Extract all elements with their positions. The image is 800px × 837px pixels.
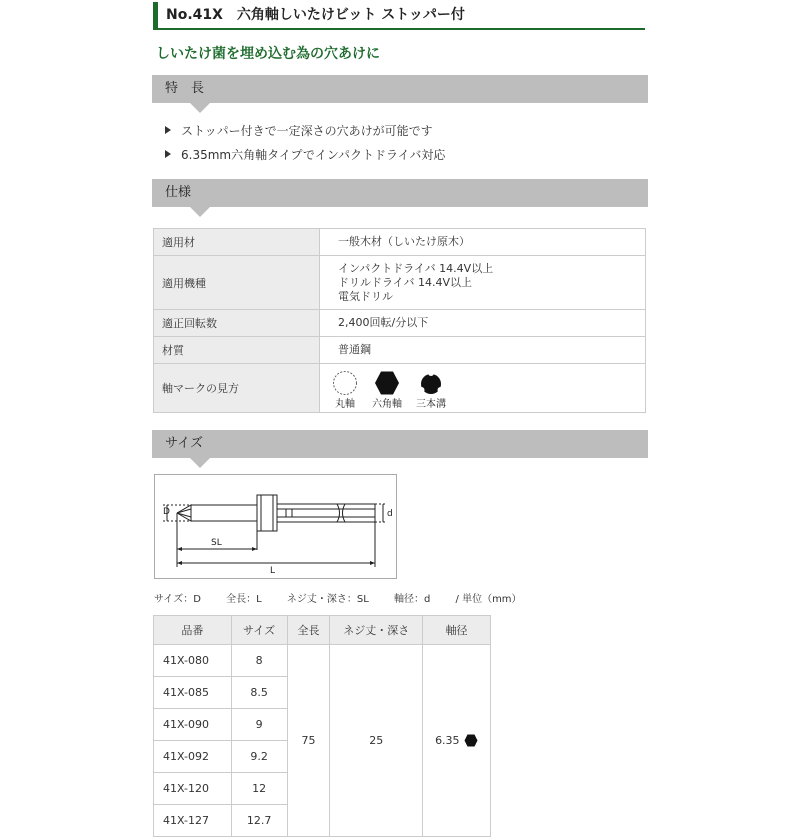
spec-value: 普通鋼 [320, 337, 646, 364]
part-number: 41X-092 [154, 741, 232, 773]
spec-label: 適用材 [154, 229, 320, 256]
legend-item: サイズ：D [154, 594, 201, 605]
size-legend [154, 590, 544, 605]
spec-value-line: 電気ドリル [338, 289, 393, 303]
size-table [153, 615, 491, 837]
size-value: 12 [231, 773, 287, 805]
shaft-item-round [332, 370, 358, 412]
spec-value-line: インパクトドライバ 14.4V以上 [338, 261, 494, 275]
column-header: 軸径 [423, 616, 491, 645]
dimension-label-L: L [270, 566, 276, 576]
spec-table [153, 228, 646, 413]
column-header: 全長 [287, 616, 330, 645]
bit-dimension-drawing [154, 474, 397, 579]
page-title: No.41X 六角軸しいたけビット ストッパー付 [153, 2, 645, 30]
shaft-value [423, 645, 491, 837]
spec-label: 軸マークの見方 [154, 364, 320, 413]
part-number: 41X-120 [154, 773, 232, 805]
size-value: 9.2 [231, 741, 287, 773]
column-header: 品番 [154, 616, 232, 645]
shaft-item-hex [372, 370, 402, 412]
part-number: 41X-085 [154, 677, 232, 709]
part-number: 41X-090 [154, 709, 232, 741]
spec-value-line: ドリルドライバ 14.4V以上 [338, 275, 472, 289]
spec-row [154, 229, 646, 256]
column-header: ネジ丈・深さ [330, 616, 423, 645]
shaft-label: 六角軸 [372, 399, 402, 410]
size-table-header [154, 616, 491, 645]
round-shaft-icon [332, 370, 358, 396]
legend-item: 軸径：d [393, 594, 431, 605]
dimension-label-D: D [163, 507, 170, 517]
spec-row [154, 337, 646, 364]
size-value: 8 [231, 645, 287, 677]
shaft-legend [332, 364, 645, 412]
spec-label: 適正回転数 [154, 310, 320, 337]
hex-shaft-icon [464, 734, 478, 747]
spec-row [154, 310, 646, 337]
dimension-label-d: d [387, 509, 393, 519]
size-value: 8.5 [231, 677, 287, 709]
spec-value: 一般木材（しいたけ原木） [320, 229, 646, 256]
size-heading: サイズ [152, 430, 648, 458]
depth-value: 25 [330, 645, 423, 837]
bullet-triangle-icon [165, 126, 171, 134]
features-heading: 特 長 [152, 75, 648, 103]
feature-text: ストッパー付きで一定深さの穴あけが可能です [181, 124, 433, 138]
spec-label: 材質 [154, 337, 320, 364]
three-groove-shaft-icon [418, 370, 444, 396]
spec-row [154, 364, 646, 413]
size-value: 9 [231, 709, 287, 741]
bullet-triangle-icon [165, 150, 171, 158]
length-value: 75 [287, 645, 330, 837]
feature-item [165, 146, 445, 163]
part-number: 41X-080 [154, 645, 232, 677]
page-subtitle: しいたけ菌を埋め込む為の穴あけに [156, 46, 380, 62]
legend-item: / 単位（mm） [455, 594, 522, 605]
spec-label: 適用機種 [154, 256, 320, 310]
spec-value [320, 256, 646, 310]
dimension-label-SL: SL [211, 538, 222, 548]
shaft-label: 三本溝 [416, 399, 446, 410]
spec-heading: 仕様 [152, 179, 648, 207]
size-value: 12.7 [231, 805, 287, 837]
feature-item [165, 122, 433, 139]
legend-item: ネジ丈・深さ：SL [286, 594, 369, 605]
shaft-diameter: 6.35 [435, 733, 460, 747]
spec-value [320, 364, 646, 413]
spec-value: 2,400回転/分以下 [320, 310, 646, 337]
shaft-label: 丸軸 [335, 399, 355, 410]
feature-text: 6.35mm六角軸タイプでインパクトドライバ対応 [181, 148, 446, 162]
table-row [154, 645, 491, 677]
hex-shaft-icon [374, 370, 400, 396]
spec-row [154, 256, 646, 310]
part-number: 41X-127 [154, 805, 232, 837]
legend-item: 全長：L [226, 594, 262, 605]
shaft-item-three-groove [416, 370, 446, 412]
column-header: サイズ [231, 616, 287, 645]
bit-diagram [155, 475, 396, 578]
